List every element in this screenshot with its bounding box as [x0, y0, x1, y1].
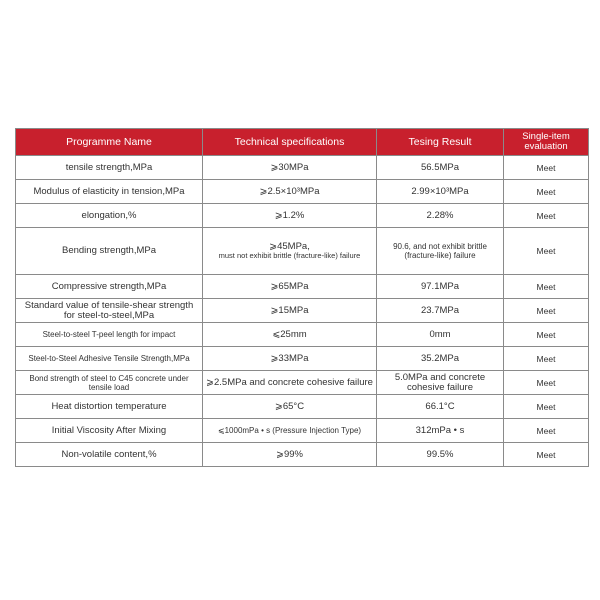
- evaluation-cell: Meet: [504, 323, 589, 347]
- programme-name-cell: Steel-to-steel T-peel length for impact: [16, 323, 203, 347]
- result-cell: 0mm: [377, 323, 504, 347]
- spec-note-text: must not exhibit brittle (fracture-like) failure: [218, 251, 361, 261]
- table-row: [16, 204, 589, 228]
- programme-name-cell: Bending strength,MPa: [16, 228, 203, 275]
- spec-cell: ⩾2.5MPa and concrete cohesive failure: [203, 371, 377, 395]
- table-row: [16, 299, 589, 323]
- table-row: [16, 371, 589, 395]
- table-row: [16, 323, 589, 347]
- programme-name-cell: Modulus of elasticity in tension,MPa: [16, 180, 203, 204]
- result-cell: 90.6, and not exhibit brittle (fracture-like) failure: [377, 228, 504, 275]
- programme-name-cell: Standard value of tensile-shear strength for steel-to-steel,MPa: [16, 299, 203, 323]
- spec-cell: ⩾1.2%: [203, 204, 377, 228]
- result-cell: 23.7MPa: [377, 299, 504, 323]
- result-cell: 97.1MPa: [377, 275, 504, 299]
- table-row: [16, 443, 589, 467]
- result-cell: 2.28%: [377, 204, 504, 228]
- header-technical-specifications: Technical specifications: [203, 129, 377, 156]
- table-header-row: [16, 129, 589, 156]
- result-cell: 56.5MPa: [377, 156, 504, 180]
- programme-name-cell: Bond strength of steel to C45 concrete under tensile load: [16, 371, 203, 395]
- programme-name-cell: Steel-to-Steel Adhesive Tensile Strength,MPa: [16, 347, 203, 371]
- spec-table-container: [15, 128, 588, 467]
- spec-cell: ⩾33MPa: [203, 347, 377, 371]
- table-row: [16, 156, 589, 180]
- evaluation-cell: Meet: [504, 156, 589, 180]
- evaluation-cell: Meet: [504, 204, 589, 228]
- result-cell: 312mPa • s: [377, 419, 504, 443]
- spec-table: [15, 128, 589, 467]
- spec-cell: ⩽25mm: [203, 323, 377, 347]
- programme-name-cell: elongation,%: [16, 204, 203, 228]
- evaluation-cell: Meet: [504, 371, 589, 395]
- table-row: [16, 419, 589, 443]
- table-row: [16, 180, 589, 204]
- evaluation-cell: Meet: [504, 228, 589, 275]
- spec-cell: ⩾99%: [203, 443, 377, 467]
- header-programme-name: Programme Name: [16, 129, 203, 156]
- header-testing-result: Tesing Result: [377, 129, 504, 156]
- spec-cell: [203, 228, 377, 275]
- table-row: [16, 395, 589, 419]
- evaluation-cell: Meet: [504, 180, 589, 204]
- evaluation-cell: Meet: [504, 443, 589, 467]
- result-cell: 99.5%: [377, 443, 504, 467]
- evaluation-cell: Meet: [504, 395, 589, 419]
- programme-name-cell: tensile strength,MPa: [16, 156, 203, 180]
- programme-name-cell: Non-volatile content,%: [16, 443, 203, 467]
- programme-name-cell: Heat distortion temperature: [16, 395, 203, 419]
- evaluation-cell: Meet: [504, 275, 589, 299]
- table-row: [16, 275, 589, 299]
- result-cell: 2.99×10³MPa: [377, 180, 504, 204]
- spec-cell: ⩾15MPa: [203, 299, 377, 323]
- table-row: [16, 347, 589, 371]
- spec-cell: ⩾65MPa: [203, 275, 377, 299]
- result-cell: 5.0MPa and concrete cohesive failure: [377, 371, 504, 395]
- spec-cell: ⩾30MPa: [203, 156, 377, 180]
- table-row: [16, 228, 589, 275]
- spec-main-text: ⩾45MPa,: [269, 241, 310, 253]
- result-cell: 35.2MPa: [377, 347, 504, 371]
- evaluation-cell: Meet: [504, 299, 589, 323]
- spec-cell: ⩾65°C: [203, 395, 377, 419]
- evaluation-cell: Meet: [504, 419, 589, 443]
- spec-cell: ⩽1000mPa • s (Pressure Injection Type): [203, 419, 377, 443]
- evaluation-cell: Meet: [504, 347, 589, 371]
- spec-cell: ⩾2.5×10³MPa: [203, 180, 377, 204]
- result-cell: 66.1°C: [377, 395, 504, 419]
- programme-name-cell: Compressive strength,MPa: [16, 275, 203, 299]
- header-single-item-evaluation: Single-item evaluation: [504, 129, 589, 156]
- programme-name-cell: Initial Viscosity After Mixing: [16, 419, 203, 443]
